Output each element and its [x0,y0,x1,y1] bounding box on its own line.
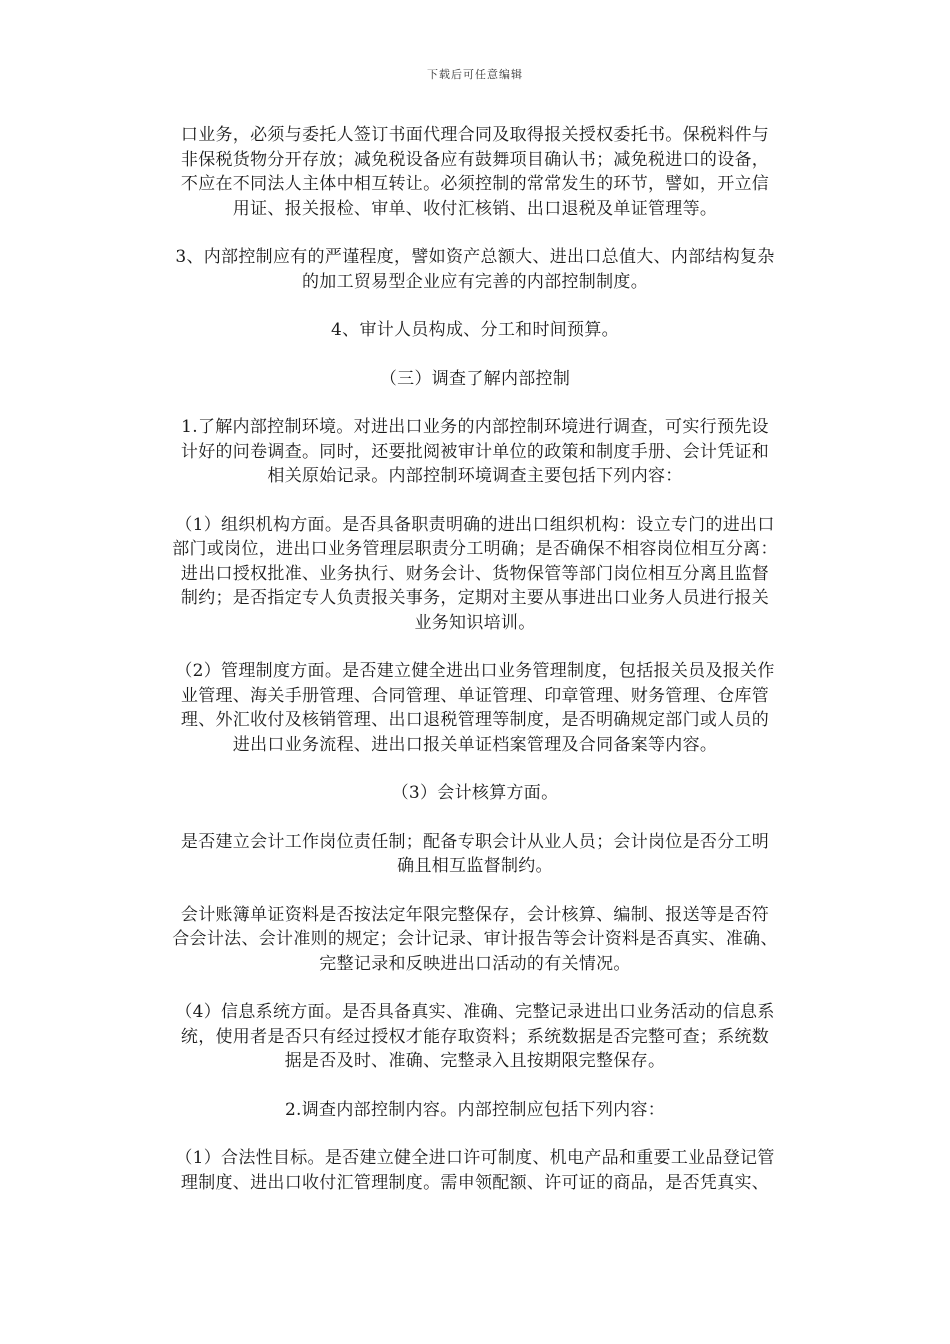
text-line: 进出口业务流程、进出口报关单证档案管理及合同备案等内容。 [232,734,718,755]
paragraph [140,318,810,343]
text-line: （3）会计核算方面。 [391,783,559,803]
text-line: 确且相互监督制约。 [397,856,553,876]
text-line: 进出口授权批准、业务执行、财务会计、货物保管等部门岗位相互分离且监督 [180,563,770,584]
text-line: （4）信息系统方面。是否具备真实、准确、完整记录进出口业务活动的信息系 [175,1002,775,1022]
paragraph [140,415,810,489]
section-heading [140,367,810,392]
text-line: 统，使用者是否只有经过授权才能存取资料；系统数据是否完整可查；系统数 [180,1026,770,1047]
text-line: 1.了解内部控制环境。对进出口业务的内部控制环境进行调查，可实行预先设 [181,417,769,437]
paragraph [140,1098,810,1123]
text-line: （三）调查了解内部控制 [379,368,571,389]
text-line: （2）管理制度方面。是否建立健全进出口业务管理制度，包括报关员及报关作 [175,661,775,681]
document-body [140,123,810,1219]
text-line: 是否建立会计工作岗位责任制；配备专职会计从业人员；会计岗位是否分工明 [180,831,770,852]
paragraph [140,245,810,294]
text-line: 非保税货物分开存放；减免税设备应有鼓舞项目确认书；减免税进口的设备， [180,149,770,170]
text-line: 部门或岗位，进出口业务管理层职责分工明确；是否确保不相容岗位相互分离： [172,539,778,559]
paragraph [140,1146,810,1195]
text-line: 4、审计人员构成、分工和时间预算。 [331,320,619,340]
text-line: 理、外汇收付及核销管理、出口退税管理等制度，是否明确规定部门或人员的 [180,710,770,730]
text-line: 据是否及时、准确、完整录入且按期限完整保存。 [284,1051,666,1071]
text-line: 理制度、进出口收付汇管理制度。需申领配额、许可证的商品，是否凭真实、 [180,1172,770,1193]
text-line: 3、内部控制应有的严谨程度，譬如资产总额大、进出口总值大、内部结构复杂 [175,247,775,267]
text-line: 完整记录和反映进出口活动的有关情况。 [319,953,631,974]
text-line: 的加工贸易型企业应有完善的内部控制制度。 [302,271,648,292]
text-line: 合会计法、会计准则的规定；会计记录、审计报告等会计资料是否真实、准确、 [172,929,778,949]
paragraph [140,1000,810,1074]
text-line: 相关原始记录。内部控制环境调查主要包括下列内容： [267,466,683,486]
text-line: 业管理、海关手册管理、合同管理、单证管理、印章管理、财务管理、仓库管 [180,685,770,706]
paragraph [140,123,810,221]
paragraph [140,903,810,977]
text-line: 口业务，必须与委托人签订书面代理合同及取得报关授权委托书。保税料件与 [180,125,770,145]
text-line: 用证、报关报检、审单、收付汇核销、出口退税及单证管理等。 [232,198,718,219]
text-line: 业务知识培训。 [414,612,536,633]
text-line: 会计账簿单证资料是否按法定年限完整保存，会计核算、编制、报送等是否符 [180,904,770,925]
text-line: 制约；是否指定专人负责报关事务，定期对主要从事进出口业务人员进行报关 [180,588,770,608]
page-header: 下载后可任意编辑 [427,68,523,81]
text-line: （1）合法性目标。是否建立健全进口许可制度、机电产品和重要工业品登记管 [175,1148,775,1168]
text-line: 不应在不同法人主体中相互转让。必须控制的常常发生的环节，譬如，开立信 [180,174,770,194]
paragraph [140,513,810,636]
text-line: 计好的问卷调查。同时，还要批阅被审计单位的政策和制度手册、会计凭证和 [180,441,770,462]
text-line: （1）组织机构方面。是否具备职责明确的进出口组织机构：设立专门的进出口 [175,514,775,535]
paragraph [140,781,810,806]
text-line: 2.调查内部控制内容。内部控制应包括下列内容： [284,1099,666,1120]
paragraph [140,659,810,757]
paragraph [140,830,810,879]
